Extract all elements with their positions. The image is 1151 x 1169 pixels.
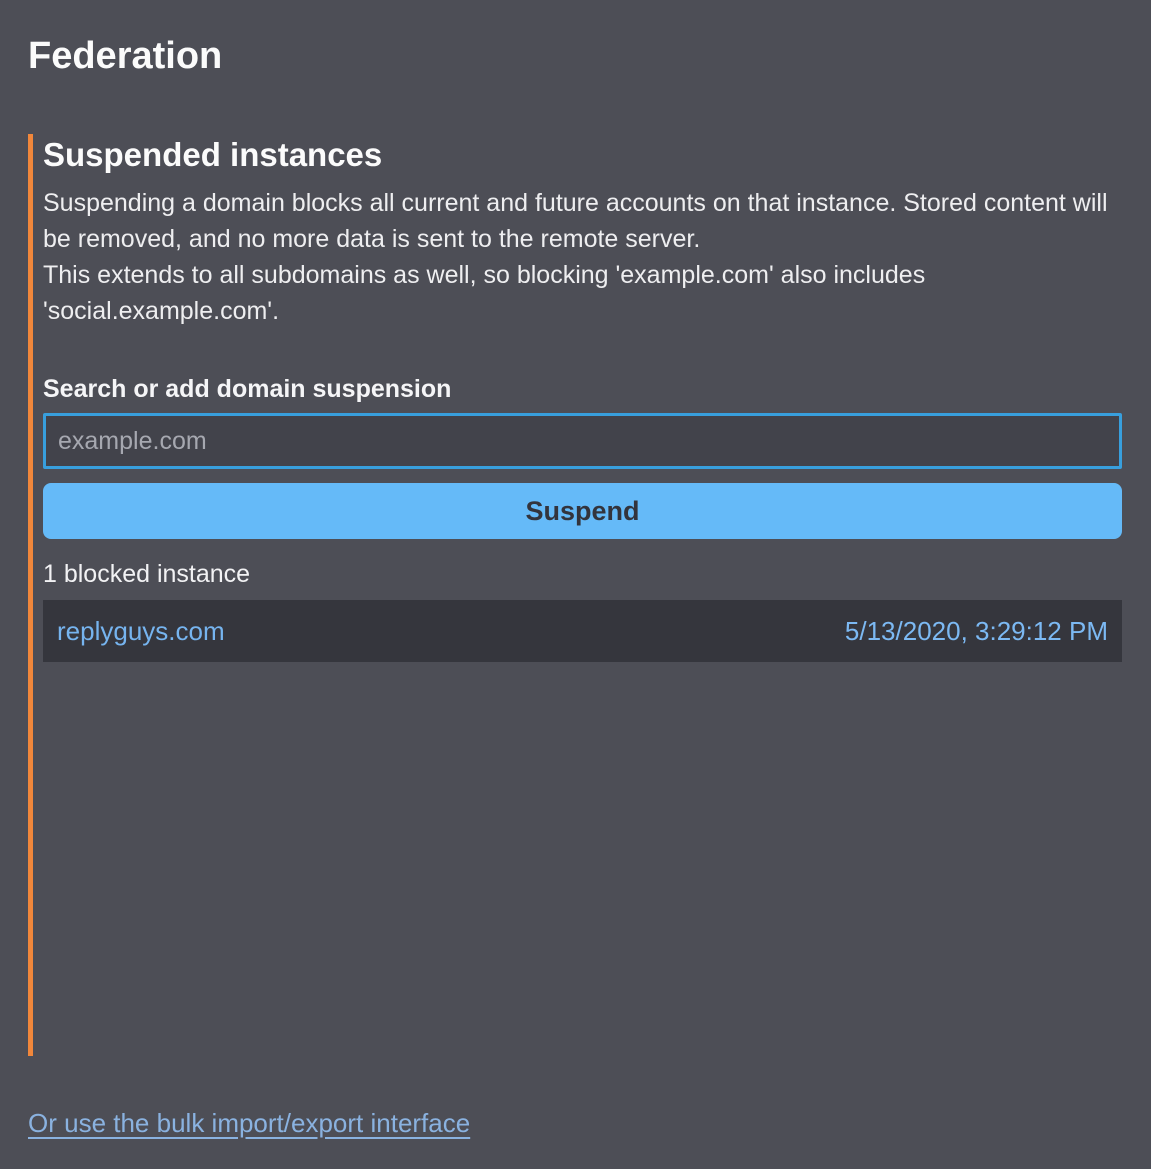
footer xyxy=(28,1108,1122,1139)
description-paragraph-2: This extends to all subdomains as well, so blocking 'example.com' also includes 'social.example.com'. xyxy=(43,261,926,326)
suspension-timestamp: 5/13/2020, 3:29:12 PM xyxy=(844,615,1108,646)
bulk-import-export-link[interactable]: Or use the bulk import/export interface xyxy=(28,1107,471,1138)
domain-search-input[interactable] xyxy=(43,413,1122,469)
domain-search-label: Search or add domain suspension xyxy=(43,375,452,404)
section-description xyxy=(43,185,1122,329)
suspend-button[interactable]: Suspend xyxy=(43,483,1122,539)
blocked-instance-row[interactable] xyxy=(43,600,1122,662)
suspended-instances-section xyxy=(28,134,1122,1056)
instance-domain-link[interactable]: replyguys.com xyxy=(57,615,225,646)
description-paragraph-1: Suspending a domain blocks all current and future accounts on that instance. Stored content will be removed, and no more data is sent to the remote server. xyxy=(43,189,1108,254)
page-title: Federation xyxy=(28,35,223,77)
blocked-count: 1 blocked instance xyxy=(43,560,251,589)
section-heading: Suspended instances xyxy=(43,135,383,173)
